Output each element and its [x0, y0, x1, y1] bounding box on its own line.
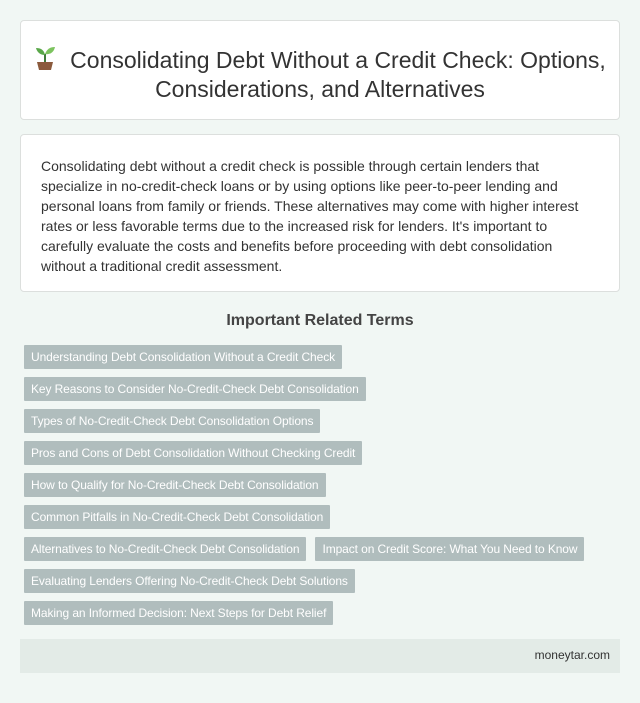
- term-tag-how-to-qualify[interactable]: How to Qualify for No-Credit-Check Debt Consolidation: [24, 473, 326, 497]
- term-tag-alternatives[interactable]: Alternatives to No-Credit-Check Debt Consolidation: [24, 537, 306, 561]
- site-link[interactable]: moneytar.com: [534, 648, 610, 662]
- term-row: [24, 537, 584, 561]
- title-card: [20, 20, 620, 120]
- page-title: Consolidating Debt Without a Credit Check: Options, Considerations, and Alternatives: [70, 47, 606, 102]
- term-row: [24, 601, 333, 625]
- term-row: [24, 441, 362, 465]
- term-tag-types[interactable]: Types of No-Credit-Check Debt Consolidation Options: [24, 409, 320, 433]
- term-row: [24, 473, 326, 497]
- term-row: [24, 377, 366, 401]
- term-tag-informed-decision[interactable]: Making an Informed Decision: Next Steps for Debt Relief: [24, 601, 333, 625]
- term-tag-common-pitfalls[interactable]: Common Pitfalls in No-Credit-Check Debt Consolidation: [24, 505, 330, 529]
- page-title-wrap: [21, 45, 619, 104]
- term-tag-understanding[interactable]: Understanding Debt Consolidation Without a Credit Check: [24, 345, 342, 369]
- term-row: [24, 505, 330, 529]
- footer: [20, 639, 620, 673]
- related-terms-heading: Important Related Terms: [226, 312, 414, 329]
- term-row: [24, 345, 342, 369]
- sprout-icon: [34, 45, 56, 71]
- intro-card: [20, 134, 620, 292]
- term-tag-evaluating-lenders[interactable]: Evaluating Lenders Offering No-Credit-Check Debt Solutions: [24, 569, 355, 593]
- intro-paragraph: Consolidating debt without a credit check is possible through certain lenders that specialize in no-credit-check loans or by using options like peer-to-peer lending and personal loans from family or friends. These alternatives may come with higher interest rates or less favorable terms due to the increased risk for lenders. It's important to carefully evaluate the costs and benefits before proceeding with debt consolidation without a traditional credit assessment.: [41, 158, 579, 274]
- term-tag-key-reasons[interactable]: Key Reasons to Consider No-Credit-Check Debt Consolidation: [24, 377, 366, 401]
- term-row: [24, 569, 355, 593]
- term-tag-pros-cons[interactable]: Pros and Cons of Debt Consolidation Without Checking Credit: [24, 441, 362, 465]
- term-tag-credit-score-impact[interactable]: Impact on Credit Score: What You Need to Know: [315, 537, 584, 561]
- term-row: [24, 409, 320, 433]
